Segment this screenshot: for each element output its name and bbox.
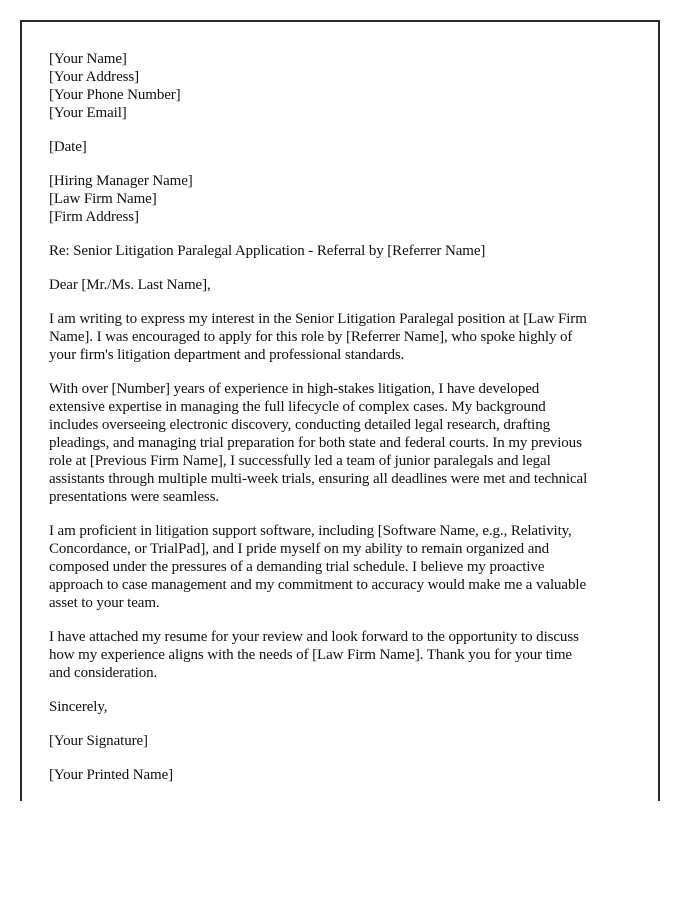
closing-block — [49, 698, 639, 716]
paragraph-line: Name]. I was encouraged to apply for this role by [Referrer Name], who spoke highly of — [49, 329, 573, 345]
sender-address: [Your Address] — [49, 69, 139, 85]
paragraph-line: approach to case management and my commitment to accuracy would make me a valuable — [49, 577, 587, 593]
signature: [Your Signature] — [49, 733, 148, 749]
body-paragraph-closing — [49, 628, 639, 682]
letter-date: [Date] — [49, 139, 87, 155]
date-block — [49, 138, 639, 156]
paragraph-line: Concordance, or TrialPad], and I pride myself on my ability to remain organized and — [49, 541, 550, 557]
sender-block — [49, 50, 639, 122]
recipient-block — [49, 172, 639, 226]
printed-name: [Your Printed Name] — [49, 767, 174, 783]
paragraph-line: and consideration. — [49, 665, 158, 681]
letter-content — [49, 50, 639, 800]
paragraph-line: extensive expertise in managing the full lifecycle of complex cases. My background — [49, 399, 546, 415]
sender-phone: [Your Phone Number] — [49, 87, 181, 103]
recipient-address: [Firm Address] — [49, 209, 139, 225]
paragraph-line: I have attached my resume for your review and look forward to the opportunity to discuss — [49, 629, 579, 645]
sender-email: [Your Email] — [49, 105, 127, 121]
paragraph-line: asset to your team. — [49, 595, 160, 611]
body-paragraph-skills — [49, 522, 639, 612]
letter-page — [20, 20, 660, 801]
salutation-block — [49, 276, 639, 294]
signature-block — [49, 732, 639, 750]
paragraph-line: I am proficient in litigation support software, including [Software Name, e.g., Relativity, — [49, 523, 572, 539]
subject-line: Re: Senior Litigation Paralegal Application - Referral by [Referrer Name] — [49, 243, 486, 259]
body-paragraph-experience — [49, 380, 639, 506]
paragraph-line: your firm's litigation department and professional standards. — [49, 347, 405, 363]
recipient-firm: [Law Firm Name] — [49, 191, 157, 207]
printed-name-block — [49, 766, 639, 784]
paragraph-line: includes overseeing electronic discovery, conducting detailed legal research, drafting — [49, 417, 551, 433]
body-paragraph-intro — [49, 310, 639, 364]
paragraph-line: how my experience aligns with the needs of [Law Firm Name]. Thank you for your time — [49, 647, 572, 663]
paragraph-line: With over [Number] years of experience in high-stakes litigation, I have developed — [49, 381, 540, 397]
sender-name: [Your Name] — [49, 51, 127, 67]
paragraph-line: role at [Previous Firm Name], I successfully led a team of junior paralegals and legal — [49, 453, 551, 469]
paragraph-line: presentations were seamless. — [49, 489, 220, 505]
paragraph-line: composed under the pressures of a demanding trial schedule. I believe my proactive — [49, 559, 545, 575]
closing: Sincerely, — [49, 699, 108, 715]
subject-block — [49, 242, 639, 260]
salutation: Dear [Mr./Ms. Last Name], — [49, 277, 211, 293]
paragraph-line: I am writing to express my interest in the Senior Litigation Paralegal position at [Law Firm — [49, 311, 587, 327]
paragraph-line: assistants through multiple multi-week trials, ensuring all deadlines were met and technical — [49, 471, 588, 487]
recipient-name: [Hiring Manager Name] — [49, 173, 193, 189]
paragraph-line: pleadings, and managing trial preparation for both state and federal courts. In my previous — [49, 435, 582, 451]
